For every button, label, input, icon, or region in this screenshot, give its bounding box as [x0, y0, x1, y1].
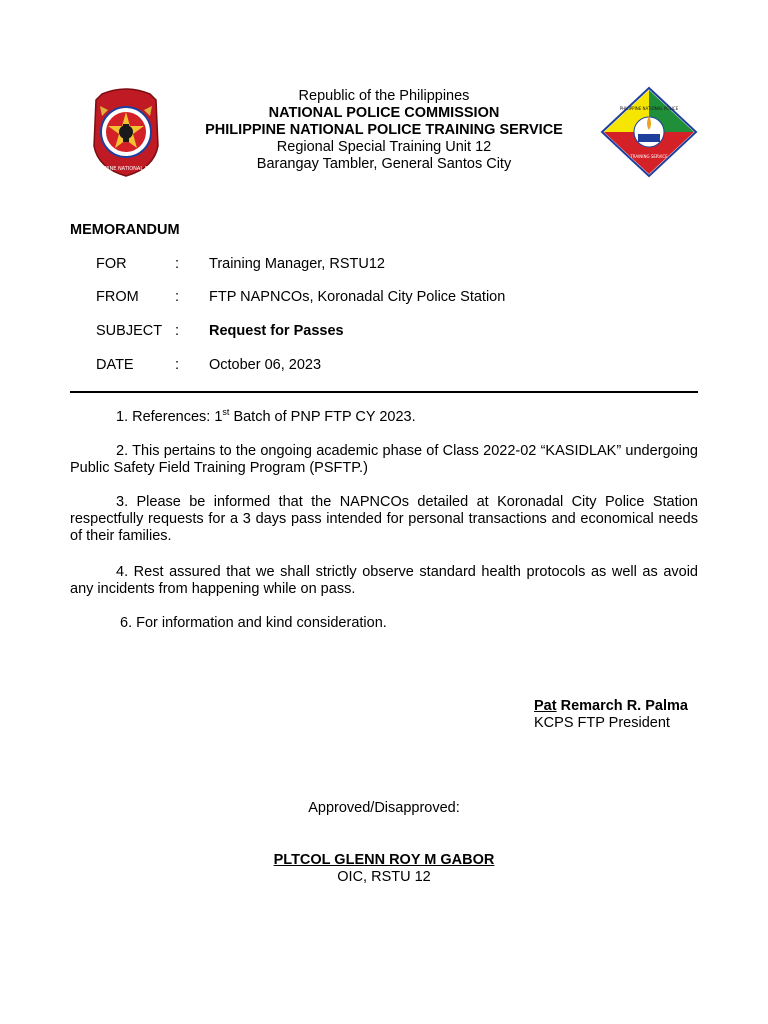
signatory-block — [534, 698, 688, 732]
paragraph-5 — [70, 615, 698, 632]
memo-colon: : — [175, 323, 180, 339]
memo-colon: : — [175, 289, 180, 305]
approval-label: Approved/Disapproved: — [308, 800, 460, 816]
memo-value: Request for Passes — [209, 323, 344, 339]
signatory-rank: Pat — [534, 698, 557, 714]
paragraph-2 — [70, 443, 698, 477]
signatory-name: Remarch R. Palma — [560, 698, 688, 714]
approver-block — [0, 852, 768, 886]
memo-value: October 06, 2023 — [209, 357, 322, 373]
letterhead — [0, 88, 768, 173]
memo-colon: : — [175, 256, 180, 272]
memo-label: FROM — [96, 289, 139, 305]
memo-label: DATE — [96, 357, 134, 373]
paragraph-5-text: 6. For information and kind consideration. — [120, 615, 387, 631]
paragraph-1-superscript: st — [222, 407, 230, 418]
svg-text:PHILIPPINE NATIONAL POLICE: PHILIPPINE NATIONAL POLICE — [92, 166, 160, 172]
paragraph-4 — [70, 564, 698, 598]
letterhead-address: Barangay Tambler, General Santos City — [256, 156, 512, 172]
header-divider — [70, 391, 698, 393]
letterhead-napolcom: NATIONAL POLICE COMMISSION — [268, 105, 500, 121]
memo-title: MEMORANDUM — [70, 222, 180, 238]
paragraph-3 — [70, 494, 698, 545]
letterhead-unit: Regional Special Training Unit 12 — [276, 139, 492, 155]
memo-label: SUBJECT — [96, 323, 163, 339]
approver-title: OIC, RSTU 12 — [337, 869, 431, 885]
approver-name: PLTCOL GLENN ROY M GABOR — [273, 852, 495, 868]
paragraph-3-text: 3. Please be informed that the NAPNCOs detailed at Koronadal City Police Station respectfully requests for a 3 days pass intended for personal transactions and economical needs of their families. — [70, 494, 698, 544]
svg-text:TRAINING SERVICE: TRAINING SERVICE — [630, 154, 668, 159]
paragraph-2-text: 2. This pertains to the ongoing academic phase of Class 2022-02 “KASIDLAK” undergoing Public Safety Field Training Program (PSFTP.) — [70, 443, 698, 476]
paragraph-1-text-end: Batch of PNP FTP CY 2023. — [229, 409, 416, 425]
memo-value: FTP NAPNCOs, Koronadal City Police Station — [209, 289, 506, 305]
letterhead-pnpts: PHILIPPINE NATIONAL POLICE TRAINING SERVICE — [205, 122, 563, 138]
memo-value: Training Manager, RSTU12 — [209, 256, 385, 272]
paragraph-1-text: 1. References: 1 — [116, 409, 223, 425]
signatory-title: KCPS FTP President — [534, 715, 670, 731]
svg-text:PHILIPPINE NATIONAL POLICE: PHILIPPINE NATIONAL POLICE — [619, 106, 679, 111]
paragraph-4-text: 4. Rest assured that we shall strictly observe standard health protocols as well as avoid any incidents from happening while on pass. — [70, 564, 698, 597]
memo-colon: : — [175, 357, 180, 373]
memo-label: FOR — [96, 256, 127, 272]
paragraph-1 — [70, 409, 698, 426]
letterhead-republic: Republic of the Philippines — [298, 88, 470, 104]
